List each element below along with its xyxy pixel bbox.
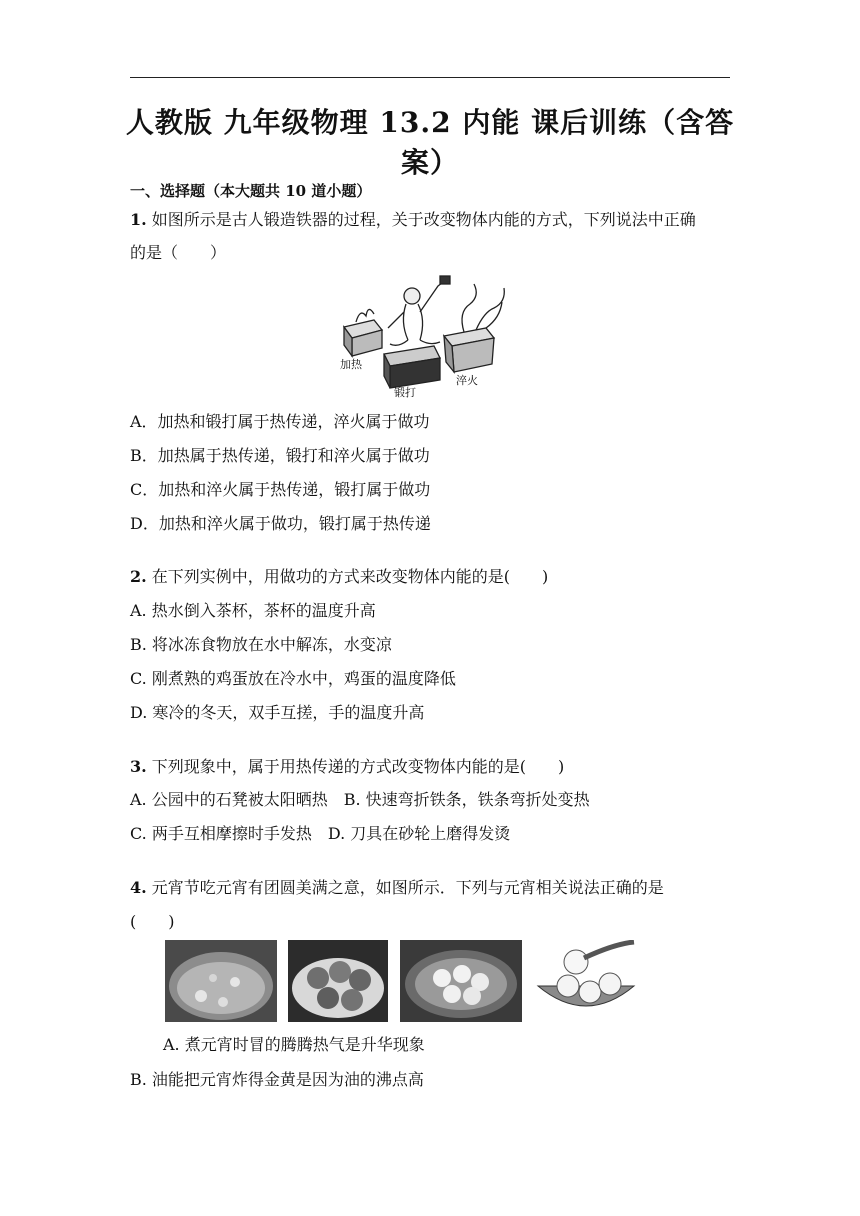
question-number: 2. — [130, 567, 147, 586]
question-text: 下列现象中，属于用热传递的方式改变物体内能的是( ) — [146, 757, 565, 776]
photo-yuanxiao-bowl-img — [400, 940, 522, 1022]
label-quench: 淬火 — [456, 374, 478, 387]
q3-options-row-1: A. 公园中的石凳被太阳晒热 B. 快速弯折铁条，铁条弯折处变热 — [130, 790, 590, 809]
question-1-stem — [130, 210, 696, 230]
question-1-stem-cont: 的是（ ） — [130, 243, 227, 262]
title-line-2: 案） — [400, 146, 459, 179]
title-line-1: 人教版 九年级物理 13.2 内能 课后训练（含答 — [125, 106, 735, 139]
question-4-stem — [130, 878, 664, 898]
q4-option-a: A. 煮元宵时冒的腾腾热气是升华现象 — [163, 1035, 425, 1054]
photo-yuanxiao-spoon — [532, 940, 640, 1022]
question-3-stem — [130, 757, 564, 777]
label-heat: 加热 — [340, 358, 362, 371]
question-4-stem-cont: ( ) — [130, 912, 175, 931]
question-text: 如图所示是古人锻造铁器的过程，关于改变物体内能的方式，下列说法中正确 — [146, 210, 696, 229]
q2-option-b: B. 将冰冻食物放在水中解冻，水变凉 — [130, 635, 392, 654]
photo-yuanxiao-spoon-img — [532, 940, 640, 1022]
q1-option-c: C．加热和淬火属于热传递，锻打属于做功 — [130, 480, 431, 499]
photo-boiling-pot-img — [165, 940, 277, 1022]
forging-drawing — [336, 272, 526, 400]
section-heading: 一、选择题（本大题共 10 道小题） — [130, 182, 372, 200]
question-text: 元宵节吃元宵有团圆美满之意，如图所示．下列与元宵相关说法正确的是 — [146, 878, 664, 897]
question-number: 3. — [130, 757, 147, 776]
question-2-stem — [130, 567, 548, 587]
q4-option-b: B. 油能把元宵炸得金黄是因为油的沸点高 — [130, 1070, 424, 1089]
label-forge: 锻打 — [394, 386, 416, 399]
q1-option-a: A．加热和锻打属于热传递，淬火属于做功 — [130, 412, 430, 431]
header-rule — [130, 77, 730, 78]
q1-option-d: D．加热和淬火属于做功，锻打属于热传递 — [130, 514, 431, 533]
page-title — [118, 103, 742, 183]
question-text: 在下列实例中，用做功的方式来改变物体内能的是( ) — [146, 567, 549, 586]
q2-option-a: A. 热水倒入茶杯，茶杯的温度升高 — [130, 601, 376, 620]
q2-option-c: C. 刚煮熟的鸡蛋放在冷水中，鸡蛋的温度降低 — [130, 669, 456, 688]
question-number: 4. — [130, 878, 147, 897]
forging-illustration — [336, 272, 526, 400]
q2-option-d: D. 寒冷的冬天，双手互搓，手的温度升高 — [130, 703, 425, 722]
q3-options-row-2: C. 两手互相摩擦时手发热 D. 刀具在砂轮上磨得发烫 — [130, 824, 511, 843]
photo-fried-yuanxiao-img — [288, 940, 388, 1022]
photo-fried-yuanxiao — [288, 940, 388, 1022]
photo-boiling-pot — [165, 940, 277, 1022]
photo-yuanxiao-bowl — [400, 940, 522, 1022]
question-number: 1. — [130, 210, 147, 229]
q1-option-b: B．加热属于热传递，锻打和淬火属于做功 — [130, 446, 430, 465]
